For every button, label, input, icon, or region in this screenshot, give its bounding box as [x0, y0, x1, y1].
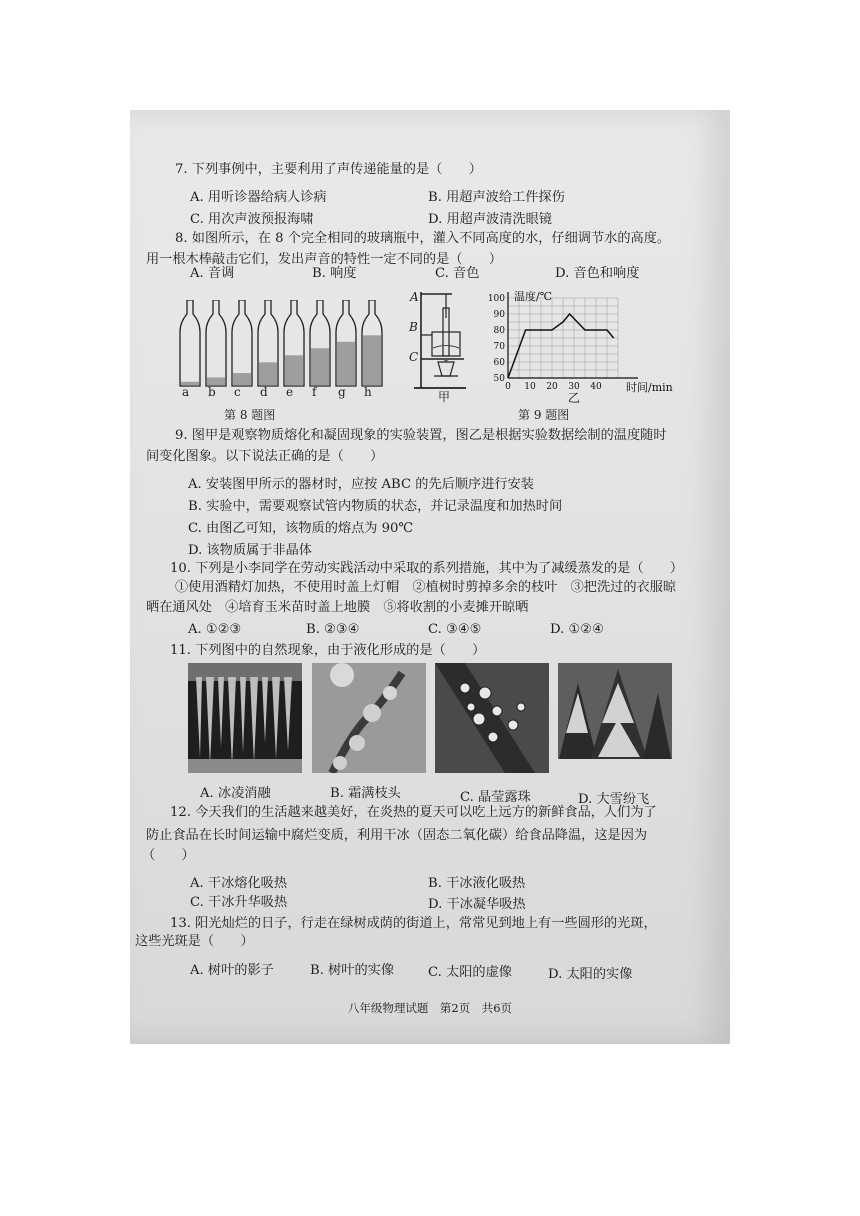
q9-option-a: A. 安装图甲所示的器材时，应按 ABC 的先后顺序进行安装: [188, 477, 534, 492]
q13-stem-line1: 13. 阳光灿烂的日子，行走在绿树成荫的街道上，常常见到地上有一些圆形的光斑，: [170, 916, 657, 931]
q8-stem-line1: 8. 如图所示，在 8 个完全相同的玻璃瓶中，灌入不同高度的水，仔细调节水的高度。: [175, 231, 671, 246]
q10-option-c: C. ③④⑤: [428, 622, 482, 637]
water-level: [285, 355, 303, 385]
q8-option-b: B. 响度: [312, 266, 357, 281]
q8-option-d: D. 音色和响度: [555, 266, 640, 281]
q12-option-b: B. 干冰液化吸热: [428, 876, 526, 891]
glass-bottle: [180, 300, 200, 386]
water-level: [311, 348, 329, 385]
q8-option-c: C. 音色: [435, 266, 480, 281]
figure-8-caption: 第 8 题图: [224, 408, 276, 422]
exam-page: [130, 110, 730, 1044]
q12-option-d: D. 干冰凝华吸热: [428, 897, 526, 912]
water-level: [207, 377, 225, 385]
q11-option-a: A. 冰凌消融: [200, 786, 271, 801]
q12-stem-line1: 12. 今天我们的生活越来越美好，在炎热的夏天可以吃上远方的新鲜食品，人们为了: [170, 805, 657, 820]
x-tick-label: 40: [590, 382, 602, 392]
y-tick-label: 50: [493, 374, 505, 384]
x-axis-label: 时间/min: [626, 381, 673, 394]
label-b: B: [409, 320, 418, 334]
y-tick-label: 60: [493, 358, 505, 368]
q7-option-b: B. 用超声波给工件探伤: [428, 190, 565, 205]
q9-option-b: B. 实验中，需要观察试管内物质的状态，并记录温度和加热时间: [188, 499, 563, 514]
frost-photo: [312, 663, 426, 773]
x-tick-label: 10: [524, 382, 536, 392]
q10-option-b: B. ②③④: [306, 622, 360, 637]
q10-option-d: D. ①②④: [550, 622, 604, 637]
bottles-figure: [174, 300, 384, 400]
q11-stem: 11. 下列图中的自然现象，由于液化形成的是（ ）: [170, 643, 486, 658]
icicles-photo: [188, 663, 302, 773]
apparatus-caption: 甲: [438, 390, 451, 404]
q7-option-a: A. 用听诊器给病人诊病: [190, 190, 327, 205]
x-tick-label: 30: [568, 382, 580, 392]
apparatus-figure: [408, 288, 468, 396]
x-tick-label: 0: [505, 382, 511, 392]
bottle-letter-g: g: [338, 385, 346, 399]
q7-option-d: D. 用超声波清洗眼镜: [428, 212, 552, 227]
graph-caption: 乙: [568, 391, 581, 404]
figure-9-caption: 第 9 题图: [518, 408, 570, 422]
q7-option-c: C. 用次声波预报海啸: [190, 212, 314, 227]
q12-option-c: C. 干冰升华吸热: [190, 895, 288, 910]
q10-option-a: A. ①②③: [188, 622, 242, 637]
bottle-letter-b: b: [208, 385, 216, 399]
bottle-letter-a: a: [182, 385, 190, 399]
x-tick-label: 20: [546, 382, 558, 392]
snow-photo: [558, 663, 672, 773]
q12-stem-line2: 防止食品在长时间运输中腐烂变质，利用干冰（固态二氧化碳）给食品降温，这是因为: [146, 828, 648, 843]
q13-option-a: A. 树叶的影子: [190, 963, 274, 978]
bottle-letter-f: f: [312, 385, 317, 399]
glass-bottle: [206, 300, 226, 386]
q13-option-b: B. 树叶的实像: [310, 963, 395, 978]
q7-stem: 7. 下列事例中，主要利用了声传递能量的是（ ）: [175, 162, 482, 177]
label-c: C: [409, 350, 419, 364]
water-level: [363, 335, 381, 385]
glass-bottle: [232, 300, 252, 386]
q11-option-c: C. 晶莹露珠: [460, 790, 531, 805]
bottle-letter-e: e: [286, 385, 294, 399]
q9-option-d: D. 该物质属于非晶体: [188, 543, 312, 558]
q12-stem-line3: （ ）: [142, 848, 195, 863]
q9-option-c: C. 由图乙可知，该物质的熔点为 90℃: [188, 521, 414, 536]
q13-option-d: D. 太阳的实像: [548, 967, 633, 982]
q13-stem-line2: 这些光斑是（ ）: [135, 934, 254, 949]
q9-stem-line1: 9. 图甲是观察物质熔化和凝固现象的实验装置，图乙是根据实验数据绘制的温度随时: [175, 428, 667, 443]
q11-option-d: D. 大雪纷飞: [578, 792, 650, 807]
q12-option-a: A. 干冰熔化吸热: [190, 876, 288, 891]
y-tick-label: 90: [493, 310, 505, 320]
water-level: [233, 373, 251, 385]
q10-line3: 晒在通风处 ④培育玉米苗时盖上地膜 ⑤将收割的小麦摊开晾晒: [146, 600, 529, 615]
y-axis-label: 温度/℃: [514, 290, 553, 303]
bottle-letter-d: d: [260, 385, 268, 399]
q8-stem-line2: 用一根木棒敲击它们，发出声音的特性一定不同的是（ ）: [146, 252, 503, 267]
temperature-chart: [480, 288, 680, 404]
bottle-letter-h: h: [364, 385, 372, 399]
water-level: [259, 362, 277, 385]
label-a: A: [410, 290, 419, 304]
q8-option-a: A. 音调: [190, 266, 235, 281]
q10-line2: ①使用酒精灯加热，不使用时盖上灯帽 ②植树时剪掉多余的枝叶 ③把洗过的衣服晾: [175, 580, 677, 595]
q11-option-b: B. 霜满枝头: [330, 786, 401, 801]
q9-stem-line2: 间变化图象。以下说法正确的是（ ）: [146, 449, 384, 464]
q13-option-c: C. 太阳的虚像: [428, 965, 512, 980]
water-level: [337, 342, 355, 385]
bottle-letter-c: c: [234, 385, 241, 399]
y-tick-label: 100: [487, 294, 505, 304]
dew-photo: [435, 663, 549, 773]
page-footer: 八年级物理试题 第2页 共6页: [347, 1001, 513, 1015]
q10-stem: 10. 下列是小李同学在劳动实践活动中采取的系列措施，其中为了减缓蒸发的是（ ）: [170, 561, 684, 576]
y-tick-label: 70: [493, 342, 505, 352]
y-tick-label: 80: [493, 326, 505, 336]
